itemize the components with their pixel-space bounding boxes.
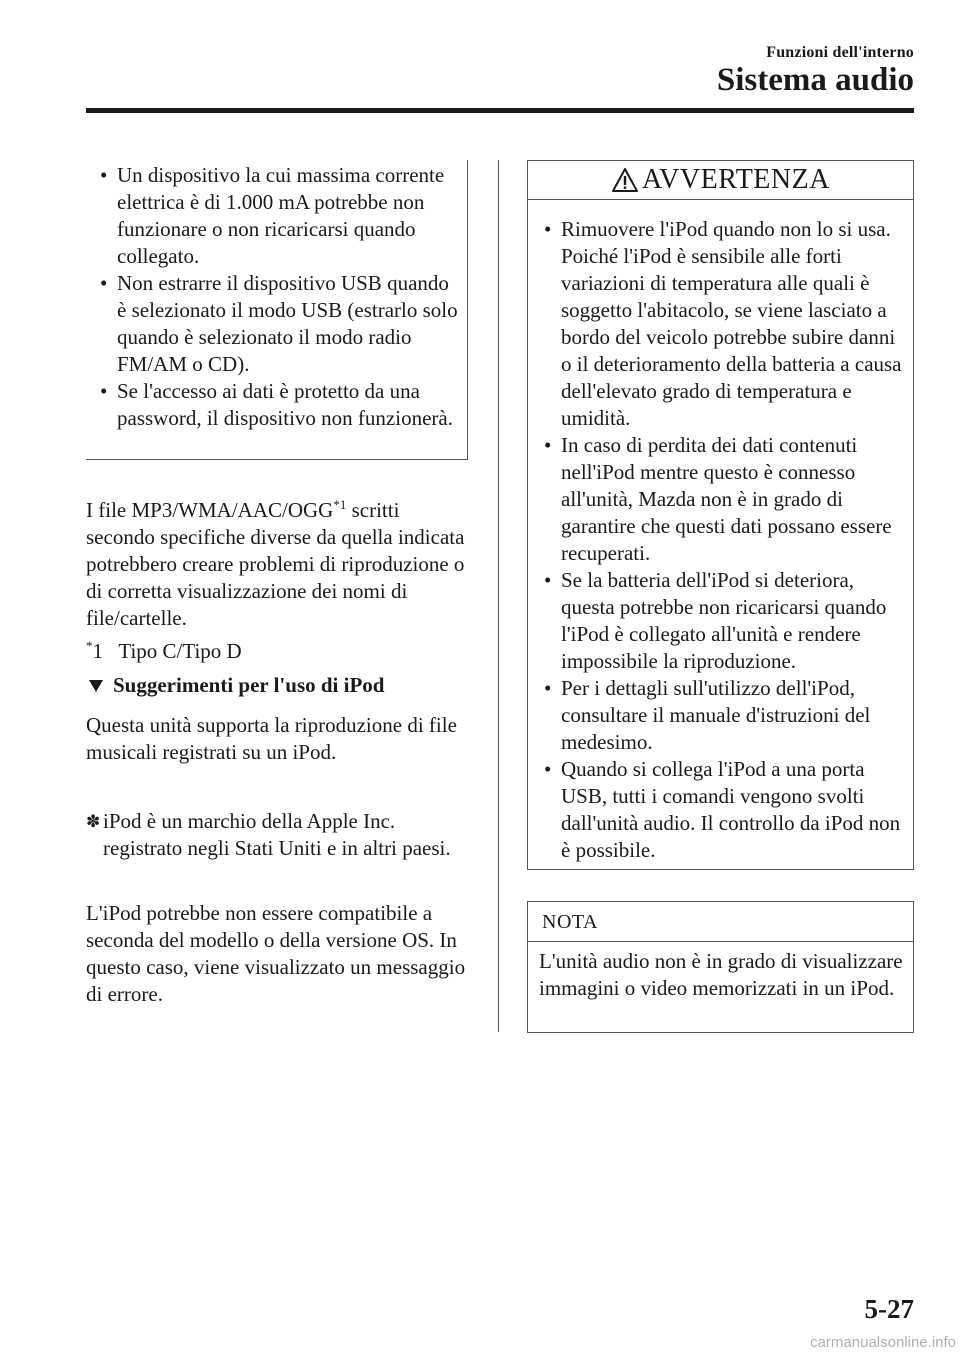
list-item: • Per i dettagli sull'utilizzo dell'iPod, consultare il manuale d'istruzioni del medesimo. [544, 676, 871, 754]
page-title: Sistema audio [716, 62, 914, 98]
note-title: NOTA [528, 902, 913, 942]
bullet-icon: • [100, 379, 108, 403]
note-text: L'unità audio non è in grado di visualizzare immagini o video memorizzati in un iPod. [539, 949, 903, 1000]
mp3-compatibility-paragraph: I file MP3/WMA/AAC/OGG$^{*1}$ scritti secondo specifiche diverse da quella indicata potrebbero creare problemi di riproduzione o di corretta visualizzazione dei nomi di file/cartelle. [86, 497, 465, 630]
asterisk-icon: ✽ [86, 812, 101, 831]
list-item: • Non estrarre il dispositivo USB quando è selezionato il modo USB (estrarlo solo quando è selezionato il modo radio FM/AM o CD). [100, 271, 458, 376]
warning-triangle-icon [611, 167, 639, 193]
header-rule [86, 108, 914, 113]
warning-bullet-list [544, 216, 902, 864]
list-item: • Un dispositivo la cui massima corrente elettrica è di 1.000 mA potrebbe non funzionare o non ricaricarsi quando collegato. [100, 163, 445, 268]
column-divider [498, 160, 499, 1032]
list-item: • Rimuovere l'iPod quando non lo si usa. Poiché l'iPod è sensibile alle forti variazioni di temperatura alle quali è soggetto l'abitacolo, se viene lasciato a bordo del veicolo potrebbe subire danni o il deterioramento della batteria a causa dell'elevato grado di temperatura e umidità. [544, 217, 902, 430]
footnote [86, 632, 242, 665]
bullet-icon: • [544, 568, 552, 592]
warning-header [528, 161, 913, 200]
bullet-icon: • [100, 271, 108, 295]
list-item: • In caso di perdita dei dati contenuti nell'iPod mentre questo è connesso all'unità, Mazda non è in grado di garantire che questi dati possano essere recuperati. [544, 433, 892, 565]
continued-bullet-list [100, 162, 462, 432]
footnote-mark: * [86, 638, 93, 653]
warning-title: AVVERTENZA [642, 164, 830, 195]
footnote-text: 1 Tipo C/Tipo D [92, 639, 242, 663]
watermark: carmanualsonline.info [810, 1334, 956, 1351]
list-item: • Se l'accesso ai dati è protetto da una password, il dispositivo non funzionerà. [100, 379, 453, 430]
bullet-icon: • [544, 433, 552, 457]
section-heading: Suggerimenti per l'uso di iPod [86, 672, 384, 699]
page-number: 5-27 [864, 1294, 914, 1324]
triangle-down-icon [89, 680, 103, 692]
bullet-icon: • [544, 757, 552, 781]
bullet-icon: • [544, 217, 552, 241]
list-item: • Quando si collega l'iPod a una porta USB, tutti i comandi vengono svolti dall'unità audio. Il controllo da iPod non è possibile. [544, 757, 901, 862]
trademark-note: ✽ iPod è un marchio della Apple Inc. registrato negli Stati Uniti e in altri paesi. [86, 809, 451, 860]
continued-caution-box [86, 160, 468, 460]
list-item: • Se la batteria dell'iPod si deteriora, questa potrebbe non ricaricarsi quando l'iPod è collegato all'unità e rendere impossibile la riproduzione. [544, 568, 887, 673]
warning-box [527, 160, 914, 870]
footnote-reference: *1 [333, 497, 347, 512]
note-box [527, 901, 914, 1033]
header-section: Funzioni dell'interno [766, 44, 914, 61]
bullet-icon: • [544, 676, 552, 700]
ipod-intro-paragraph: Questa unità supporta la riproduzione di file musicali registrati su un iPod. [86, 713, 457, 764]
compatibility-paragraph: L'iPod potrebbe non essere compatibile a seconda del modello o della versione OS. In questo caso, viene visualizzato un messaggio di errore. [86, 901, 466, 1006]
bullet-icon: • [100, 163, 108, 187]
